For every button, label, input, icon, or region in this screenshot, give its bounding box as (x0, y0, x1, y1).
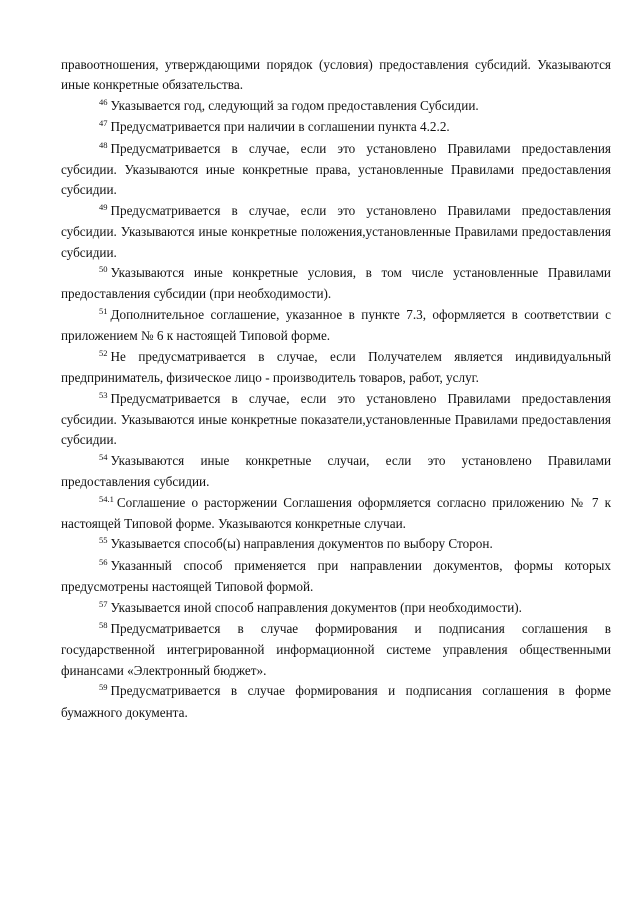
footnote-number: 54.1 (99, 493, 114, 504)
footnote-48 (61, 139, 611, 201)
footnote-text: Не предусматривается в случае, если Получателем является индивидуальный предприниматель, физическое лицо - производитель товаров, работ, услуг. (61, 348, 611, 386)
footnote-text: Указывается иной способ направления документов (при необходимости). (110, 599, 522, 615)
footnote-number: 59 (99, 682, 108, 693)
footnote-number: 50 (99, 264, 108, 275)
footnote-number: 58 (99, 619, 108, 630)
footnote-text: Предусматривается в случае формирования и подписания соглашения в государственной интегрированной информационной системе управления общественными финансами «Электронный бюджет». (61, 620, 611, 678)
footnote-text: Указывается способ(ы) направления документов по выбору Сторон. (110, 536, 493, 552)
footnote-number: 56 (99, 556, 108, 567)
footnote-text: Предусматривается при наличии в соглашении пункта 4.2.2. (110, 119, 450, 135)
footnote-text: Предусматривается в случае, если это установлено Правилами предоставления субсидии. Указываются иные конкретные права, установленные Правилами предоставления субсидии. (61, 140, 611, 198)
footnote-46 (61, 96, 611, 117)
footnote-text: Указанный способ применяется при направлении документов, формы которых предусмотрены настоящей Типовой формой. (61, 557, 611, 595)
footnote-number: 46 (99, 96, 108, 107)
footnote-57 (61, 598, 611, 619)
footnote-59 (61, 681, 611, 723)
footnote-number: 57 (99, 598, 108, 609)
footnote-56 (61, 556, 611, 598)
footnote-number: 52 (99, 347, 108, 358)
footnote-51 (61, 305, 611, 347)
footnote-text: Дополнительное соглашение, указанное в пункте 7.3, оформляется в соответствии с приложением № 6 к настоящей Типовой форме. (61, 306, 611, 344)
footnote-53 (61, 389, 611, 451)
footnote-58 (61, 619, 611, 681)
footnote-text: Указывается год, следующий за годом предоставления Субсидии. (110, 97, 479, 113)
footnote-text: Предусматривается в случае формирования и подписания соглашения в форме бумажного документа. (61, 683, 611, 720)
footnote-52 (61, 347, 611, 389)
footnote-47 (61, 117, 611, 138)
footnote-number: 51 (99, 305, 108, 316)
footnote-text: Соглашение о расторжении Соглашения оформляется согласно приложению № 7 к настоящей Типовой форме. Указываются конкретные случаи. (61, 494, 611, 531)
footnote-text: Указываются иные конкретные случаи, если это установлено Правилами предоставления субсидии. (61, 452, 611, 490)
footnote-text: Предусматривается в случае, если это установлено Правилами предоставления субсидии. Указываются иные конкретные положения,установленные Правилами предоставления субсидии. (61, 202, 611, 260)
footnote-text: Предусматривается в случае, если это установлено Правилами предоставления субсидии. Указываются иные конкретные показатели,установленные Правилами предоставления субсидии. (61, 390, 611, 448)
footnote-text: Указываются иные конкретные условия, в том числе установленные Правилами предоставления субсидии (при необходимости). (61, 265, 611, 302)
footnote-number: 53 (99, 389, 108, 400)
footnote-49 (61, 201, 611, 263)
footnote-55 (61, 534, 611, 555)
footnote-number: 48 (99, 139, 108, 150)
footnote-number: 49 (99, 201, 108, 212)
footnote-continuation (61, 55, 611, 96)
footnote-number: 54 (99, 451, 108, 462)
footnote-54 (61, 451, 611, 493)
footnote-number: 47 (99, 118, 108, 129)
footnote-number: 55 (99, 535, 108, 546)
footnote-50 (61, 263, 611, 305)
footnote-54-1 (61, 493, 611, 535)
footnote-text: правоотношения, утверждающими порядок (условия) предоставления субсидий. Указываются иные конкретные обязательства. (61, 57, 611, 93)
